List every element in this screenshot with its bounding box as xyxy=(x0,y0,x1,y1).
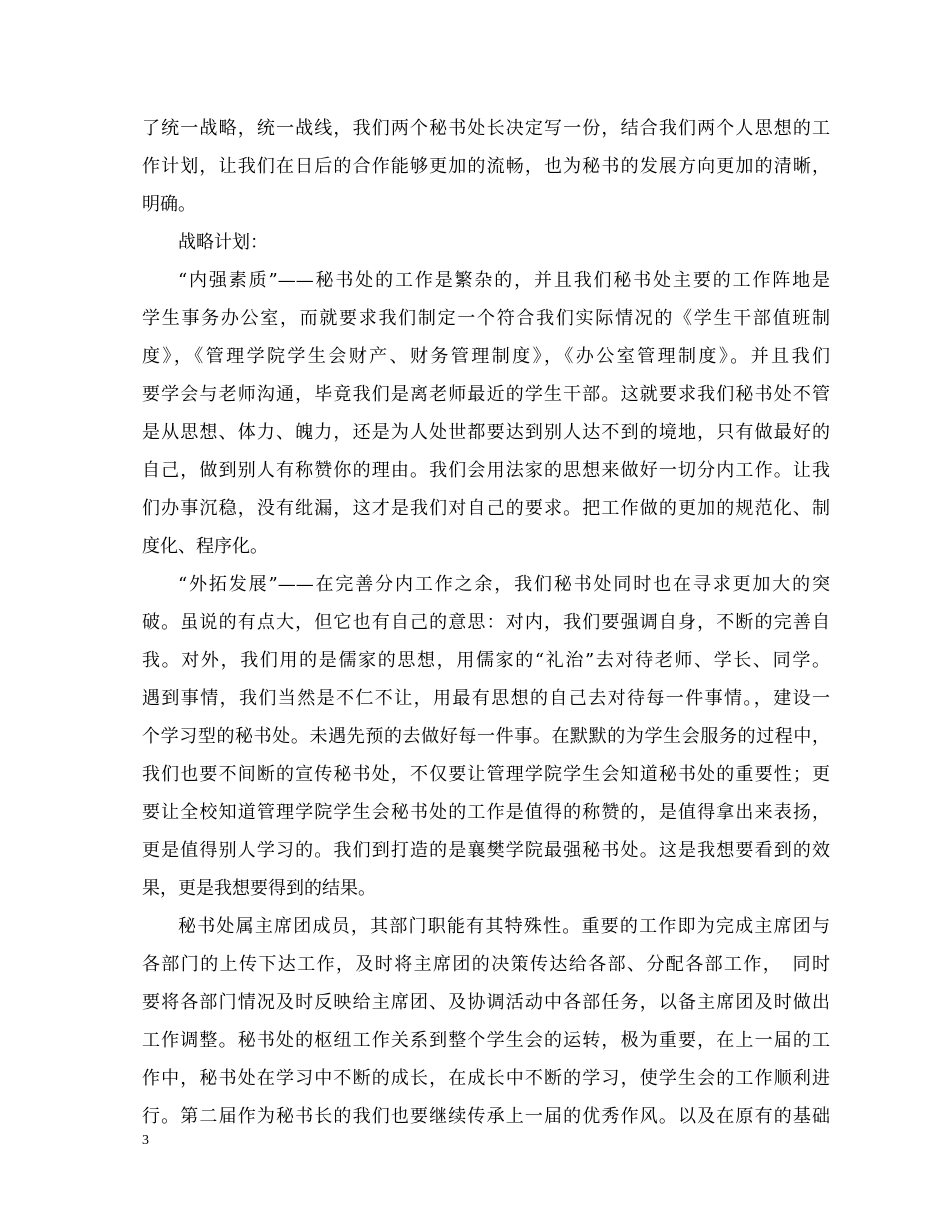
text-line: 行。第二届作为秘书长的我们也要继续传承上一届的优秀作风。以及在原有的基础 xyxy=(142,1106,830,1127)
text-line: 作计划，让我们在日后的合作能够更加的流畅，也为秘书的发展方向更加的清晰， xyxy=(142,156,830,177)
paragraph xyxy=(142,566,830,908)
text-line: 要将各部门情况及时反映给主席团、及协调活动中各部任务，以备主席团及时做出 xyxy=(142,992,830,1013)
paragraph xyxy=(142,908,830,1136)
text-line: “外拓发展”——在完善分内工作之余，我们秘书处同时也在寻求更加大的突 xyxy=(178,574,830,595)
text-line: 战略计划： xyxy=(178,232,268,253)
text-line: 破。虽说的有点大，但它也有自己的意思：对内，我们要强调自身，不断的完善自 xyxy=(142,612,830,633)
text-line: 工作调整。秘书处的枢纽工作关系到整个学生会的运转，极为重要，在上一届的工 xyxy=(142,1030,830,1051)
text-line: 明确。 xyxy=(142,194,196,215)
text-line: 我。对外，我们用的是儒家的思想，用儒家的“礼治”去对待老师、学长、同学。 xyxy=(142,650,830,671)
text-line: 度化、程序化。 xyxy=(142,536,268,557)
text-line: 们办事沉稳，没有纰漏，这才是我们对自己的要求。把工作做的更加的规范化、制 xyxy=(142,498,830,519)
body-text xyxy=(142,110,830,1136)
paragraph xyxy=(142,110,830,224)
text-line: 要学会与老师沟通，毕竟我们是离老师最近的学生干部。这就要求我们秘书处不管 xyxy=(142,384,830,405)
text-line: 学生事务办公室，而就要求我们制定一个符合我们实际情况的《学生干部值班制 xyxy=(142,308,830,329)
paragraph xyxy=(142,224,830,262)
text-line: 果，更是我想要得到的结果。 xyxy=(142,878,376,899)
text-line: 各部门的上传下达工作，及时将主席团的决策传达给各部、分配各部工作， 同时 xyxy=(142,954,830,975)
text-line: 自己，做到别人有称赞你的理由。我们会用法家的思想来做好一切分内工作。让我 xyxy=(142,460,830,481)
text-line: 遇到事情，我们当然是不仁不让，用最有思想的自己去对待每一件事情。，建设一 xyxy=(142,688,830,709)
text-line: 个学习型的秘书处。未遇先预的去做好每一件事。在默默的为学生会服务的过程中， xyxy=(142,726,830,747)
page-number: 3 xyxy=(142,1133,149,1148)
text-line: 度》，《管理学院学生会财产、财务管理制度》，《办公室管理制度》。并且我们 xyxy=(142,346,830,367)
text-line: 作中，秘书处在学习中不断的成长，在成长中不断的学习，使学生会的工作顺利进 xyxy=(142,1068,830,1089)
text-line: 了统一战略，统一战线，我们两个秘书处长决定写一份，结合我们两个人思想的工 xyxy=(142,118,830,139)
paragraph xyxy=(142,262,830,566)
text-line: 我们也要不间断的宣传秘书处，不仅要让管理学院学生会知道秘书处的重要性；更 xyxy=(142,764,830,785)
text-line: 秘书处属主席团成员，其部门职能有其特殊性。重要的工作即为完成主席团与 xyxy=(178,916,830,937)
text-line: 要让全校知道管理学院学生会秘书处的工作是值得的称赞的，是值得拿出来表扬， xyxy=(142,802,830,823)
text-line: “内强素质”——秘书处的工作是繁杂的，并且我们秘书处主要的工作阵地是 xyxy=(178,270,830,291)
text-line: 是从思想、体力、魄力，还是为人处世都要达到别人达不到的境地，只有做最好的 xyxy=(142,422,830,443)
text-line: 更是值得别人学习的。我们到打造的是襄樊学院最强秘书处。这是我想要看到的效 xyxy=(142,840,830,861)
